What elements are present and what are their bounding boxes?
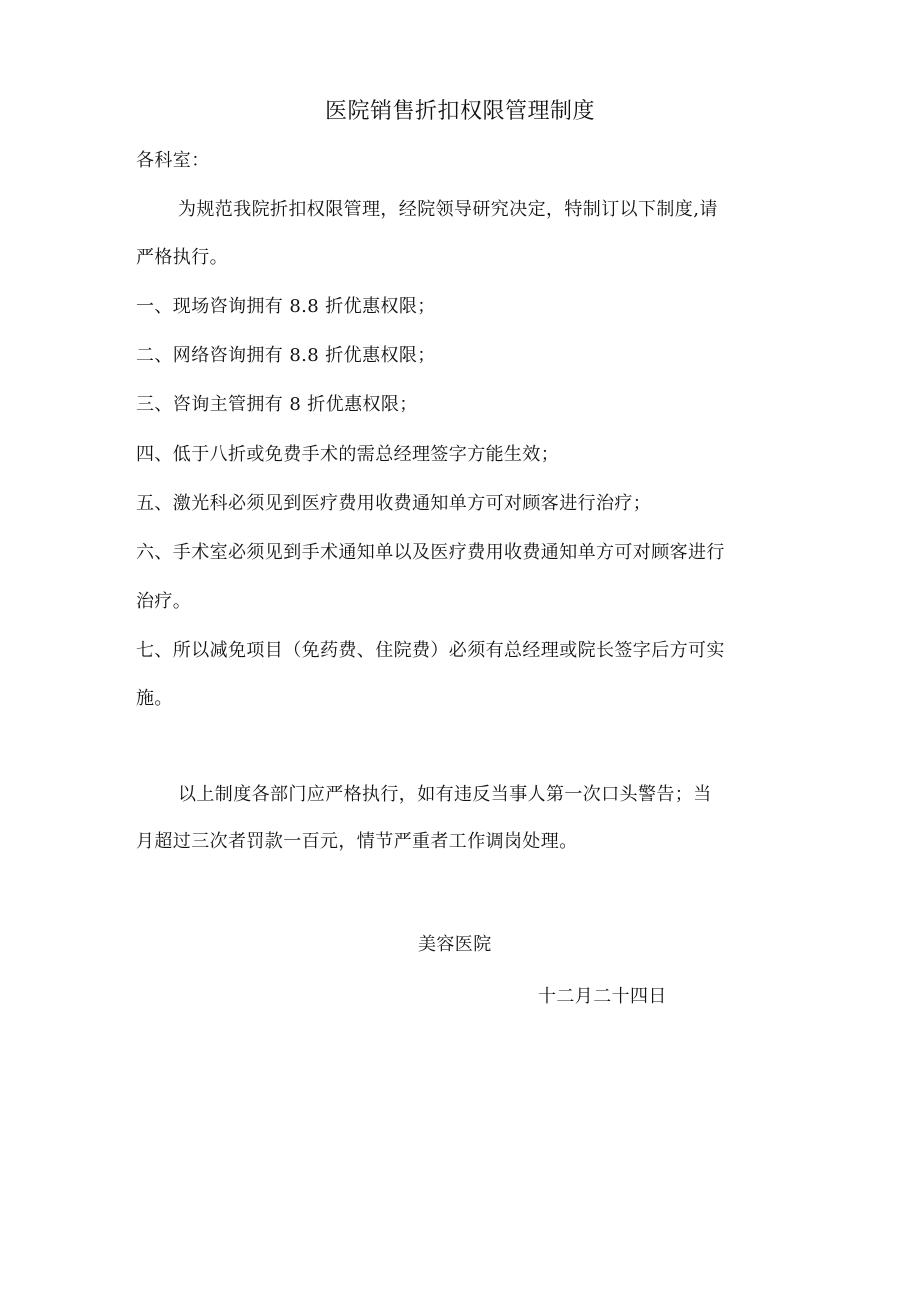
rule-2: 二、网络咨询拥有 8.8 折优惠权限； bbox=[136, 345, 436, 366]
rule-7: 七、所以减免项目（免药费、住院费）必须有总经理或院长签字后方可实 bbox=[136, 640, 725, 661]
salutation: 各科室： bbox=[136, 150, 210, 171]
rule-5: 五、激光科必须见到医疗费用收费通知单方可对顾客进行治疗； bbox=[136, 493, 652, 514]
closing-line-2: 月超过三次者罚款一百元，情节严重者工作调岗处理。 bbox=[136, 831, 578, 852]
rule-3: 三、咨询主管拥有 8 折优惠权限； bbox=[136, 394, 418, 415]
document-date: 十二月二十四日 bbox=[538, 986, 667, 1007]
rule-7-continued: 施。 bbox=[136, 688, 173, 709]
rule-6-continued: 治疗。 bbox=[136, 591, 192, 612]
closing-line-1: 以上制度各部门应严格执行，如有违反当事人第一次口头警告；当 bbox=[178, 784, 712, 805]
document-title: 医院销售折扣权限管理制度 bbox=[324, 99, 595, 124]
rule-1: 一、现场咨询拥有 8.8 折优惠权限； bbox=[136, 296, 436, 317]
rule-4: 四、低于八折或免费手术的需总经理签字方能生效； bbox=[136, 444, 560, 465]
intro-line-1: 为规范我院折扣权限管理，经院领导研究决定，特制订以下制度,请 bbox=[178, 199, 718, 220]
intro-line-2: 严格执行。 bbox=[136, 247, 228, 268]
signature: 美容医院 bbox=[418, 934, 492, 955]
rule-6: 六、手术室必须见到手术通知单以及医疗费用收费通知单方可对顾客进行 bbox=[136, 542, 725, 563]
